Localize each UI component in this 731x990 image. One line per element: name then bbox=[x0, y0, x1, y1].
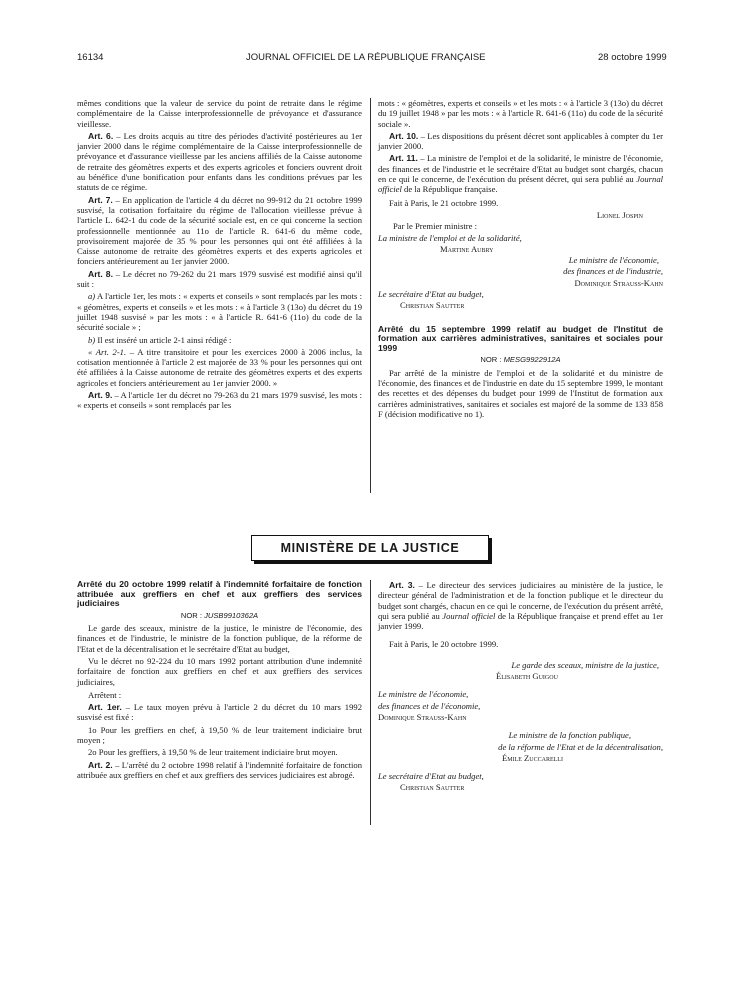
minister-fonction-publique: Le ministre de la fonction publique, bbox=[508, 730, 631, 741]
minister-economie: Le ministre de l'économie, bbox=[378, 689, 469, 700]
nor-reference: NOR : JUSB9910362A bbox=[180, 610, 259, 620]
signature-jospin: Lionel Jospin bbox=[596, 209, 643, 220]
ministry-heading bbox=[251, 535, 489, 561]
signature-aubry: Martine Aubry bbox=[440, 243, 494, 254]
item-2: 2o Pour les greffiers, à 19,50 % de leur traitement indiciaire brut moyen. bbox=[88, 747, 338, 758]
garde-des-sceaux: Le garde des sceaux, ministre de la justice, bbox=[511, 659, 659, 670]
minister-emploi: La ministre de l'emploi et de la solidarité, bbox=[378, 232, 522, 243]
signature-strauss-kahn: Dominique Strauss-Kahn bbox=[378, 711, 467, 722]
signature-sautter: Christian Sautter bbox=[400, 300, 465, 311]
journal-title: JOURNAL OFFICIEL DE LA RÉPUBLIQUE FRANÇAISE bbox=[246, 52, 486, 63]
arrete-title: Arrêté du 20 octobre 1999 relatif à l'indemnité forfaitaire de fonction attribuée aux greffiers en chef et aux greffiers des services judiciaires bbox=[77, 579, 362, 609]
column-divider bbox=[370, 98, 371, 493]
minister-economie: Le ministre de l'économie, bbox=[568, 255, 659, 266]
by-prime-minister: Par le Premier ministre : bbox=[393, 221, 478, 232]
paragraph: mots : « géomètres, experts et conseils » et les mots : « à l'article 3 (13o) du décret du 19 juillet 1948 » par les mots : « à l'article R. 641-6 (11o) du code de la sécurité sociale ». bbox=[378, 98, 663, 129]
item-b: b) Il est inséré un article 2-1 ainsi rédigé : bbox=[88, 334, 232, 345]
arretent: Arrêtent : bbox=[88, 689, 122, 700]
article-9: Art. 9. – A l'article 1er du décret no 79-263 du 21 mars 1979 susvisé, les mots : « experts et conseils » sont remplacés par les bbox=[77, 390, 362, 411]
bottom-left-column bbox=[77, 580, 362, 782]
top-left-column bbox=[77, 98, 362, 413]
minister-fonction-publique-2: de la réforme de l'Etat et de la décentralisation, bbox=[498, 741, 663, 752]
article-10: Art. 10. – Les dispositions du présent décret sont applicables à compter du 1er janvier 2000. bbox=[378, 130, 663, 152]
ministry-title: MINISTÈRE DE LA JUSTICE bbox=[280, 541, 460, 555]
article-11: Art. 11. – La ministre de l'emploi et de la solidarité, le ministre de l'économie, des finances et de l'industrie et le secrétaire d'Etat au budget sont chargés, chacun en ce qui le concerne, de l'exécution du présent décret, qui sera publié au Journal officiel de la République française. bbox=[378, 153, 663, 195]
article-2: Art. 2. – L'arrêté du 2 octobre 1998 relatif à l'indemnité forfaitaire de fonction attribuée aux greffiers en chef et aux greffiers des services judiciaires est abrogé. bbox=[77, 759, 362, 780]
minister-economie-2: des finances et de l'industrie, bbox=[563, 266, 663, 277]
article-1: Art. 1er. – Le taux moyen prévu à l'article 2 du décret du 10 mars 1992 susvisé est fixé : bbox=[77, 702, 362, 723]
top-right-column bbox=[378, 98, 663, 421]
secretary-budget: Le secrétaire d'Etat au budget, bbox=[378, 771, 484, 782]
article-7: Art. 7. – En application de l'article 4 du décret no 99-912 du 21 octobre 1999 susvisé, la cotisation forfaitaire du régime de l'allocation vieillesse prévue à l'article L. 642-1 du code de la sécurité sociale est, en ce qui concerne la section professionnelle mentionnée au 11o de l'article R. 641-6 du même code, provisoirement majorée de 35 % pour les personnes qui ont été affiliées à la Caisse autonome de retraite des géomètres experts et des experts agricoles et fonciers antérieurement au 1er janvier 2000. bbox=[77, 194, 362, 267]
page-number: 16134 bbox=[77, 52, 104, 63]
paragraph: mêmes conditions que la valeur de service du point de retraite dans le régime complémentaire de la Caisse interprofessionnelle de prévoyance et d'assurance vieillesse. bbox=[77, 98, 362, 129]
article-2-1: « Art. 2-1. – A titre transitoire et pour les exercices 2000 à 2006 inclus, la cotisation mentionnée à l'article 2 est majorée de 33 % pour les personnes qui ont été affiliées à la Caisse autonome de retraite des géomètres experts et des experts agricoles et fonciers antérieurement au 1er janvier 2000. » bbox=[77, 346, 362, 388]
done-at: Fait à Paris, le 20 octobre 1999. bbox=[389, 639, 499, 650]
nor-reference: NOR : MESG9922912A bbox=[480, 355, 561, 365]
item-1: 1o Pour les greffiers en chef, à 19,50 % de leur traitement indiciaire brut moyen ; bbox=[77, 724, 362, 746]
signature-zuccarelli: Émile Zuccarelli bbox=[502, 752, 563, 763]
bottom-right-column bbox=[378, 580, 663, 794]
signature-sautter: Christian Sautter bbox=[400, 782, 465, 793]
article-8: Art. 8. – Le décret no 79-262 du 21 mars 1979 susvisé est modifié ainsi qu'il suit : bbox=[77, 268, 362, 290]
issue-date: 28 octobre 1999 bbox=[598, 52, 667, 63]
signature-strauss-kahn: Dominique Strauss-Kahn bbox=[574, 277, 663, 288]
preamble: Le garde des sceaux, ministre de la justice, le ministre de l'économie, des finances et de l'industrie, le ministre de la fonction publique, de la réforme de l'Etat et de la décentralisation et le secrétaire d'Etat au budget, bbox=[77, 623, 362, 654]
visa: Vu le décret no 92-224 du 10 mars 1992 portant attribution d'une indemnité forfaitaire de fonction aux greffiers en chef et aux greffiers des services judiciaires, bbox=[77, 655, 362, 687]
done-at: Fait à Paris, le 21 octobre 1999. bbox=[389, 197, 499, 208]
article-6: Art. 6. – Les droits acquis au titre des périodes d'activité postérieures au 1er janvier 2000 dans le régime complémentaire de la Caisse interprofessionnelle de prévoyance et d'assurance vieillesse par les anciens affiliés de la Caisse autonome de retraite des géomètres experts et des experts agricoles et fonciers ouvrent droit au bénéfice d'une bonification pour enfants dans les conditions prévues par les statuts de ce régime. bbox=[77, 130, 362, 193]
arrete-title: Arrêté du 15 septembre 1999 relatif au budget de l'Institut de formation aux carrières administratives, sanitaires et sociales pour 1999 bbox=[378, 323, 663, 353]
secretary-budget: Le secrétaire d'Etat au budget, bbox=[378, 289, 484, 300]
minister-economie-2: des finances et de l'économie, bbox=[378, 700, 481, 711]
column-divider bbox=[370, 580, 371, 825]
article-3: Art. 3. – Le directeur des services judiciaires au ministère de la justice, le directeur général de l'administration et de la fonction publique et le directeur du budget sont chargés, chacun en ce qui le concerne, de l'exécution du présent arrêté, qui sera publié au Journal officiel de la République française et prend effet au 1er janvier 1999. bbox=[378, 580, 663, 632]
item-a: a) A l'article 1er, les mots : « experts et conseils » sont remplacés par les mots : « géomètres, experts et conseils » et les mots : « à l'article 3 (13o) du décret du 19 juillet 1948 susvisé » par les mots : « à l'article R. 641-6 (11o) du code de la sécurité sociale » ; bbox=[77, 291, 362, 333]
arrete-text: Par arrêté de la ministre de l'emploi et de la solidarité et du ministre de l'économie, des finances et de l'industrie en date du 15 septembre 1999, le montant des recettes et des dépenses du budget pour 1999 de l'Institut de formation aux carrières administratives, sanitaires et sociales est majoré de la somme de 133 858 F (décision modificative no 1). bbox=[378, 367, 663, 419]
signature-guigou: Élisabeth Guigou bbox=[496, 671, 558, 682]
